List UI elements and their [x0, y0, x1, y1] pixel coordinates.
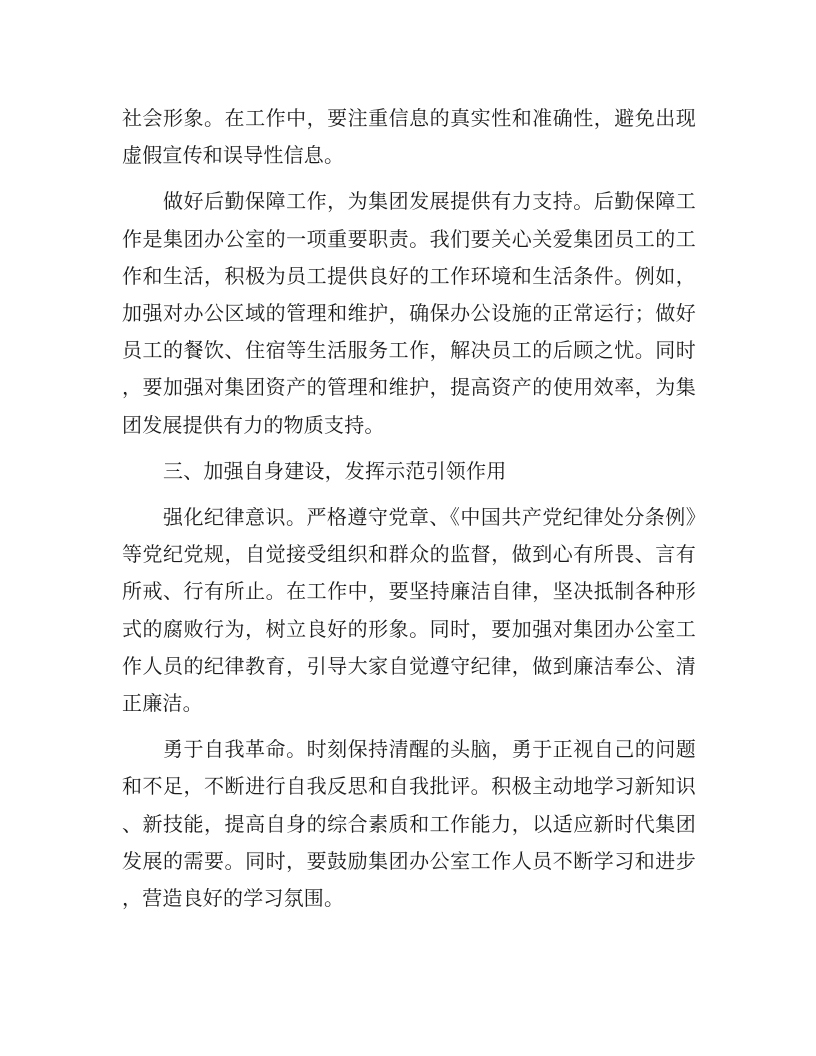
paragraph-discipline: 强化纪律意识。严格遵守党章、《中国共产党纪律处分条例》等党纪党规，自觉接受组织和群众的监督，做到心有所畏、言有所戒、行有所止。在工作中，要坚持廉洁自律，坚决抵制各种形式的腐败行为，树立良好的形象。同时，要加强对集团办公室工作人员的纪律教育，引导大家自觉遵守纪律，做到廉洁奉公、清正廉洁。 — [122, 505, 696, 716]
document-body — [122, 100, 696, 926]
paragraph-continuation: 社会形象。在工作中，要注重信息的真实性和准确性，避免出现虚假宣传和误导性信息。 — [122, 106, 696, 168]
section-heading: 三、加强自身建设，发挥示范引领作用 — [163, 458, 507, 483]
paragraph-self-revolution: 勇于自我革命。时刻保持清醒的头脑，勇于正视自己的问题和不足，不断进行自我反思和自我批评。积极主动地学习新知识、新技能，提高自身的综合素质和工作能力，以适应新时代集团发展的需要。同时，要鼓励集团办公室工作人员不断学习和进步，营造良好的学习氛围。 — [122, 737, 696, 911]
paragraph-logistics-support: 做好后勤保障工作，为集团发展提供有力支持。后勤保障工作是集团办公室的一项重要职责。我们要关心关爱集团员工的工作和生活，积极为员工提供良好的工作环境和生活条件。例如，加强对办公区域的管理和维护，确保办公设施的正常运行；做好员工的餐饮、住宿等生活服务工作，解决员工的后顾之忧。同时，要加强对集团资产的管理和维护，提高资产的使用效率，为集团发展提供有力的物质支持。 — [122, 189, 696, 437]
